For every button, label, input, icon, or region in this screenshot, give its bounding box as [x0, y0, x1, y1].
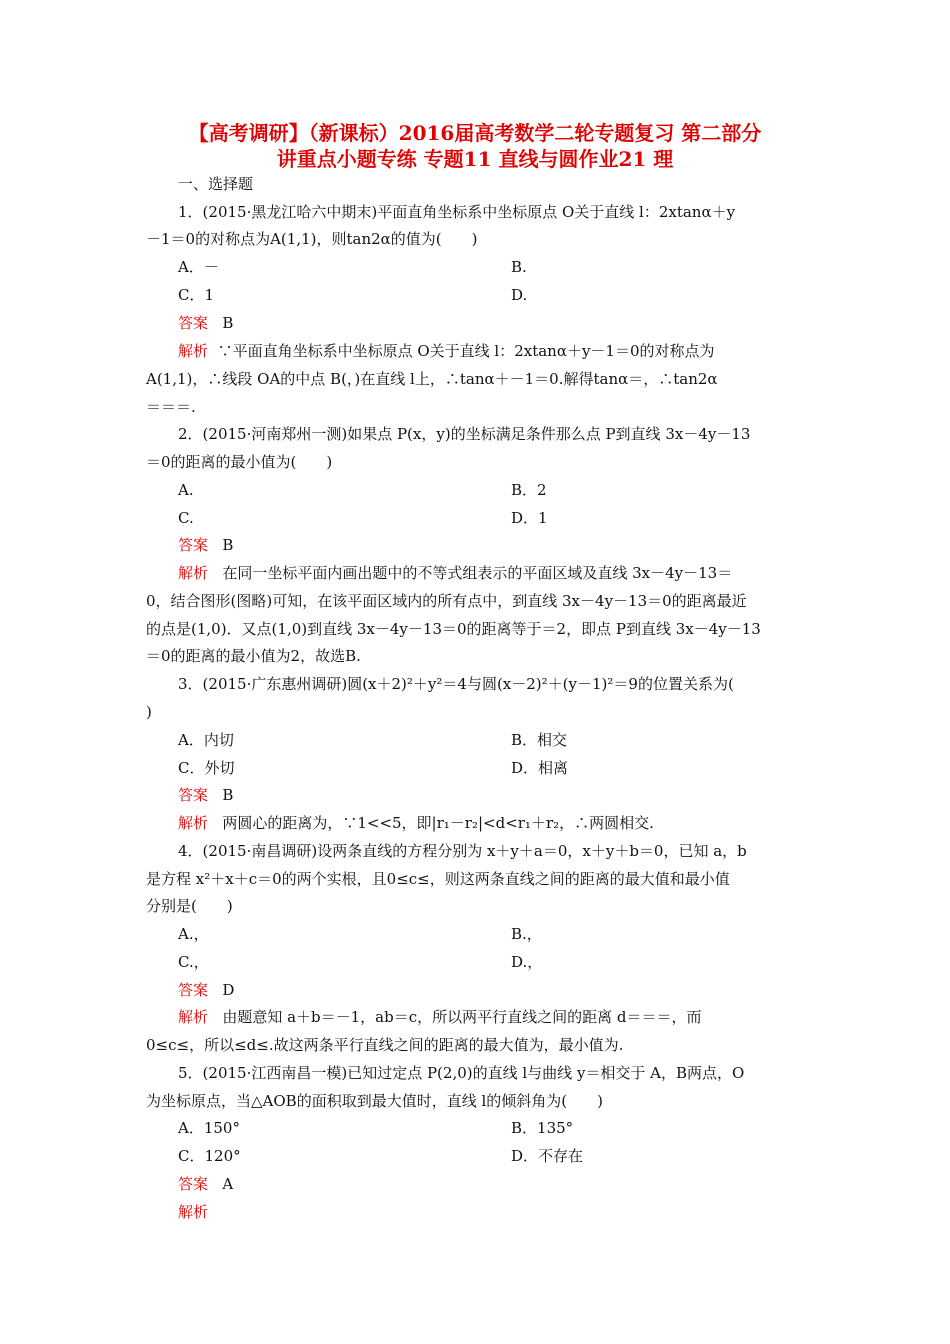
answer-value: B [222, 536, 234, 554]
q4-option-c: C.， [178, 953, 209, 971]
q2-explanation-line-1 [178, 563, 732, 583]
explanation-label: 解析 [178, 814, 209, 832]
explanation-label: 解析 [178, 342, 209, 360]
q5-answer [178, 1174, 233, 1194]
q3-explanation-line-1 [178, 813, 654, 833]
q5-explanation-line-1 [178, 1202, 208, 1222]
q5-stem-line-1: 5．(2015·江西南昌一模)已知过定点 P(2,0)的直线 l与曲线 y＝相交于 A，B两点，O [178, 1064, 745, 1082]
q3-option-c: C．外切 [178, 759, 235, 777]
q2-stem-line-1: 2．(2015·河南郑州一测)如果点 P(x，y)的坐标满足条件那么点 P到直线 3x－4y－13 [178, 425, 751, 443]
q2-explanation-line-2: 0，结合图形(图略)可知，在该平面区域内的所有点中，到直线 3x－4y－13＝0的距离最近 [146, 592, 747, 610]
explanation-text: ∵平面直角坐标系中坐标原点 O关于直线 l：2xtanα＋y－1＝0的对称点为 [217, 342, 715, 360]
explanation-label: 解析 [178, 1008, 209, 1026]
q4-answer [178, 980, 234, 1000]
section-heading: 一、选择题 [178, 175, 254, 193]
q3-option-d: D．相离 [511, 759, 569, 777]
explanation-text: 两圆心的距离为，∵1<<5，即|r₁－r₂|<d<r₁＋r₂，∴两圆相交. [222, 814, 654, 832]
answer-value: A [222, 1175, 234, 1193]
q5-stem-line-2: 为坐标原点，当△AOB的面积取到最大值时，直线 l的倾斜角为( ) [146, 1092, 603, 1110]
q4-stem-line-2: 是方程 x²＋x＋c＝0的两个实根，且0≤c≤，则这两条直线之间的距离的最大值和最小值 [146, 870, 730, 888]
q4-option-a: A.， [178, 925, 209, 943]
q4-option-b: B.， [511, 925, 542, 943]
q1-explanation-line-3: ＝＝＝. [146, 398, 196, 416]
q1-option-d: D. [511, 286, 528, 304]
document-title-line-2: 讲重点小题专练 专题11 直线与圆作业21 理 [276, 147, 674, 171]
q1-stem-line-2: －1＝0的对称点为A(1,1)，则tan2α的值为( ) [146, 230, 478, 248]
q2-explanation-line-3: 的点是(1,0)．又点(1,0)到直线 3x－4y－13＝0的距离等于＝2，即点 P到直线 3x－4y－13 [146, 620, 761, 638]
q4-stem-line-1: 4．(2015·南昌调研)设两条直线的方程分别为 x＋y＋a＝0，x＋y＋b＝0，已知 a，b [178, 842, 747, 860]
q3-stem-line-2: ) [146, 703, 152, 721]
explanation-text: 由题意知 a＋b＝－1，ab＝c，所以两平行直线之间的距离 d＝＝＝，而 [222, 1008, 702, 1026]
answer-label: 答案 [178, 536, 209, 554]
q2-stem-line-2: ＝0的距离的最小值为( ) [146, 453, 333, 471]
q3-answer [178, 785, 233, 805]
q5-option-d: D．不存在 [511, 1147, 584, 1165]
q1-answer [178, 313, 233, 333]
q3-option-a: A．内切 [178, 731, 234, 749]
q1-explanation-line-1 [178, 341, 715, 361]
answer-value: B [222, 786, 234, 804]
q3-option-b: B．相交 [511, 731, 568, 749]
q1-option-a: A．－ [178, 258, 219, 276]
document-title-line-1: 【高考调研】（新课标）2016届高考数学二轮专题复习 第二部分 [188, 121, 762, 145]
q4-explanation-line-2: 0≤c≤，所以≤d≤.故这两条平行直线之间的距离的最大值为，最小值为. [146, 1036, 624, 1054]
q1-explanation-line-2: A(1,1)，∴线段 OA的中点 B(，)在直线 l上，∴tanα＋－1＝0.解得tanα＝，∴tan2α [146, 370, 718, 388]
answer-label: 答案 [178, 786, 209, 804]
q3-stem-line-1: 3．(2015·广东惠州调研)圆(x＋2)²＋y²＝4与圆(x－2)²＋(y－1)²＝9的位置关系为( [178, 675, 734, 693]
q4-option-d: D.， [511, 953, 543, 971]
explanation-label: 解析 [178, 1203, 209, 1221]
q2-option-d: D．1 [511, 509, 548, 527]
q2-option-a: A. [178, 481, 194, 499]
q5-option-b: B．135° [511, 1119, 574, 1137]
q1-option-c: C．1 [178, 286, 215, 304]
answer-value: D [222, 981, 235, 999]
q1-option-b: B. [511, 258, 527, 276]
answer-label: 答案 [178, 981, 209, 999]
q5-option-c: C．120° [178, 1147, 241, 1165]
q2-option-b: B．2 [511, 481, 547, 499]
answer-label: 答案 [178, 1175, 209, 1193]
q2-explanation-line-4: ＝0的距离的最小值为2，故选B. [146, 647, 361, 665]
explanation-text: 在同一坐标平面内画出题中的不等式组表示的平面区域及直线 3x－4y－13＝ [222, 564, 733, 582]
answer-value: B [222, 314, 234, 332]
q2-answer [178, 535, 233, 555]
q4-stem-line-3: 分别是( ) [146, 897, 233, 915]
q1-stem-line-1: 1．(2015·黑龙江哈六中期末)平面直角坐标系中坐标原点 O关于直线 l：2xtanα＋y [178, 203, 736, 221]
q4-explanation-line-1 [178, 1007, 702, 1027]
explanation-label: 解析 [178, 564, 209, 582]
q5-option-a: A．150° [178, 1119, 240, 1137]
answer-label: 答案 [178, 314, 209, 332]
q2-option-c: C. [178, 509, 194, 527]
